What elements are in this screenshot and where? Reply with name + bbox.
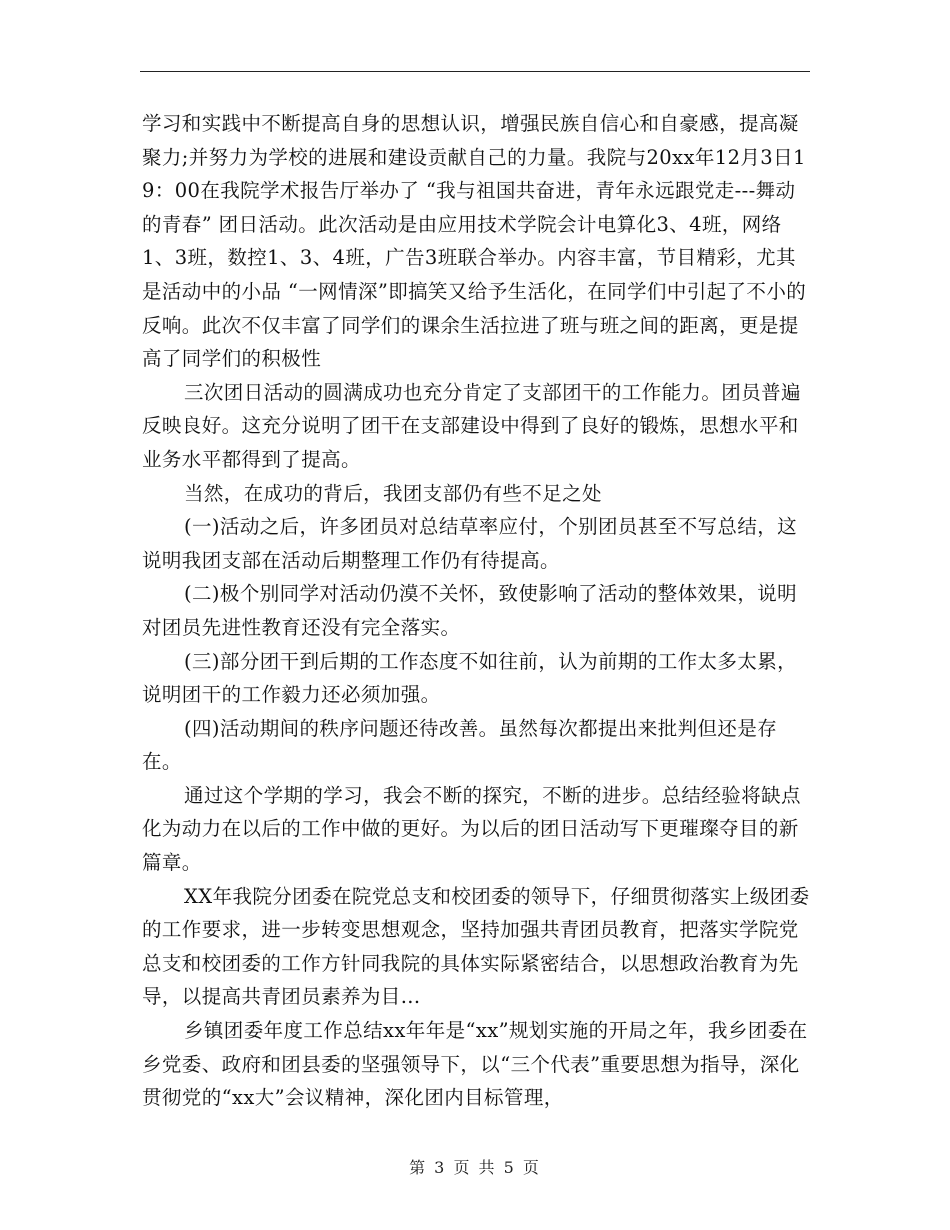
paragraph: 三次团日活动的圆满成功也充分肯定了支部团干的工作能力。团员普遍反映良好。这充分说明了团干在支部建设中得到了良好的锻炼，思想水平和业务水平都得到了提高。 <box>142 380 801 471</box>
paragraph: XX年我院分团委在院党总支和校团委的领导下，仔细贯彻落实上级团委的工作要求，进一步转变思想观念，坚持加强共青团员教育，把落实学院党总支和校团委的工作方针同我院的具体实际紧密结合，以思想政治教育为先导，以提高共青团员素养为目... <box>142 884 810 1009</box>
list-item: (二)极个别同学对活动仍漠不关怀，致使影响了活动的整体效果，说明对团员先进性教育还没有完全落实。 <box>142 582 798 639</box>
document-body <box>142 107 812 1115</box>
list-item: (三)部分团干到后期的工作态度不如往前，认为前期的工作太多太累，说明团干的工作毅力还必须加强。 <box>142 649 798 707</box>
paragraph: 乡镇团委年度工作总结xx年年是“xx”规划实施的开局之年，我乡团委在乡党委、政府和团县委的坚强领导下，以“三个代表”重要思想为指导，深化贯彻党的“xx大”会议精神，深化团内目标管理， <box>142 1019 808 1110</box>
page-number-footer: 第 3 页 共 5 页 <box>409 1158 541 1177</box>
paragraph: 当然，在成功的背后，我团支部仍有些不足之处 <box>184 481 602 505</box>
header-divider <box>140 71 810 72</box>
paragraph: 通过这个学期的学习，我会不断的探究，不断的进步。总结经验将缺点化为动力在以后的工作中做的更好。为以后的团日活动写下更璀璨夺目的新篇章。 <box>142 783 801 875</box>
paragraph: 学习和实践中不断提高自身的思想认识，增强民族自信心和自豪感，提高凝聚力;并努力为学校的进展和建设贡献自己的力量。我院与20xx年12月3日19：00在我院学术报告厅举办了 “我与祖国共奋进，青年永远跟党走---舞动的青春” 团日活动。此次活动是由应用技术学院会计电算化3、4班，网络1、3班，数控1、3、4班，广告3班联合举办。内容丰富，节目精彩，尤其是活动中的小品 “一网情深”即搞笑又给予生活化，在同学们中引起了不小的反响。此次不仅丰富了同学们的课余生活拉进了班与班之间的距离，更是提高了同学们的积极性 <box>142 112 807 371</box>
list-item: (四)活动期间的秩序问题还待改善。虽然每次都提出来批判但还是存在。 <box>142 716 778 774</box>
list-item: (一)活动之后，许多团员对总结草率应付，个别团员甚至不写总结，这说明我团支部在活动后期整理工作仍有待提高。 <box>142 515 798 572</box>
